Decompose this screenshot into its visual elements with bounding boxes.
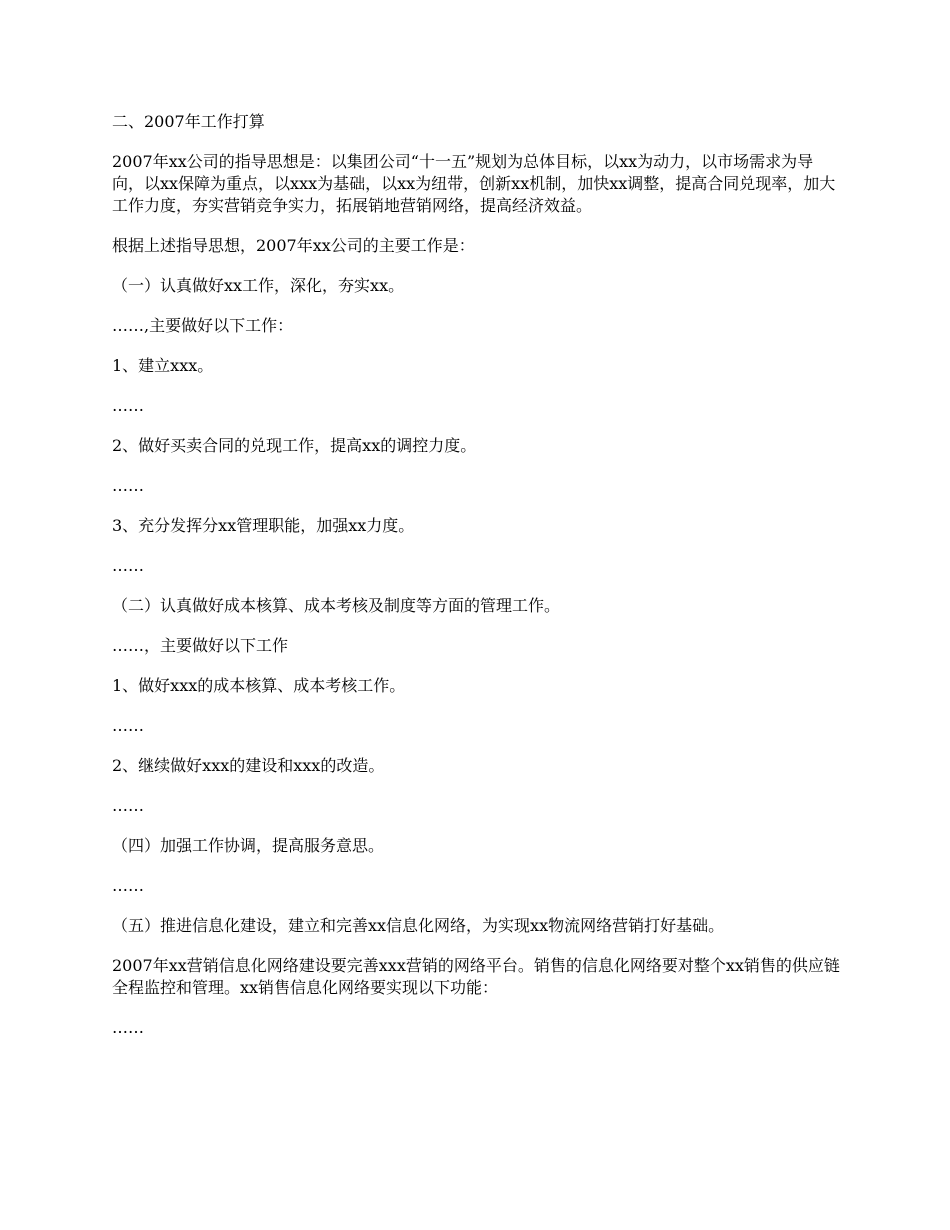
ellipsis-line: ……: [112, 716, 144, 735]
subsection-heading-5: （五）推进信息化建设，建立和完善xx信息化网络，为实现xx物流网络营销打好基础。: [112, 916, 725, 935]
ellipsis-line: ……: [112, 796, 144, 815]
guiding-ideology-paragraph: 2007年xx公司的指导思想是：以集团公司“十一五”规划为总体目标，以xx为动力，以市场需求为导向，以xx保障为重点，以xxx为基础，以xx为纽带，创新xx机制，加快xx调整，提高合同兑现率，加大工作力度，夯实营销竞争实力，拓展销地营销网络，提高经济效益。: [112, 152, 836, 215]
subsection-heading-4: （四）加强工作协调，提高服务意思。: [112, 836, 385, 855]
document-body: [112, 111, 842, 1057]
ellipsis-line: ……: [112, 1018, 144, 1037]
list-item-2-1: 1、做好xxx的成本核算、成本考核工作。: [112, 676, 406, 695]
info-network-paragraph: 2007年xx营销信息化网络建设要完善xxx营销的网络平台。销售的信息化网络要对整个xx销售的供应链全程监控和管理。xx销售信息化网络要实现以下功能：: [112, 956, 840, 997]
ellipsis-line: ……: [112, 396, 144, 415]
list-item-1-2: 2、做好买卖合同的兑现工作，提高xx的调控力度。: [112, 436, 477, 455]
subsection-intro-1: ……,主要做好以下工作：: [112, 316, 294, 335]
ellipsis-line: ……: [112, 476, 144, 495]
subsection-intro-2: ……，主要做好以下工作: [112, 636, 289, 655]
subsection-heading-1: （一）认真做好xx工作，深化，夯实xx。: [112, 276, 405, 295]
ellipsis-line: ……: [112, 876, 144, 895]
list-item-1-3: 3、充分发挥分xx管理职能，加强xx力度。: [112, 516, 415, 535]
main-work-intro: 根据上述指导思想，2007年xx公司的主要工作是：: [112, 236, 475, 255]
list-item-2-2: 2、继续做好xxx的建设和xxx的改造。: [112, 756, 385, 775]
subsection-heading-2: （二）认真做好成本核算、成本考核及制度等方面的管理工作。: [112, 596, 561, 615]
section-heading: 二、2007年工作打算: [112, 112, 265, 131]
ellipsis-line: ……: [112, 556, 144, 575]
list-item-1-1: 1、建立xxx。: [112, 356, 214, 375]
